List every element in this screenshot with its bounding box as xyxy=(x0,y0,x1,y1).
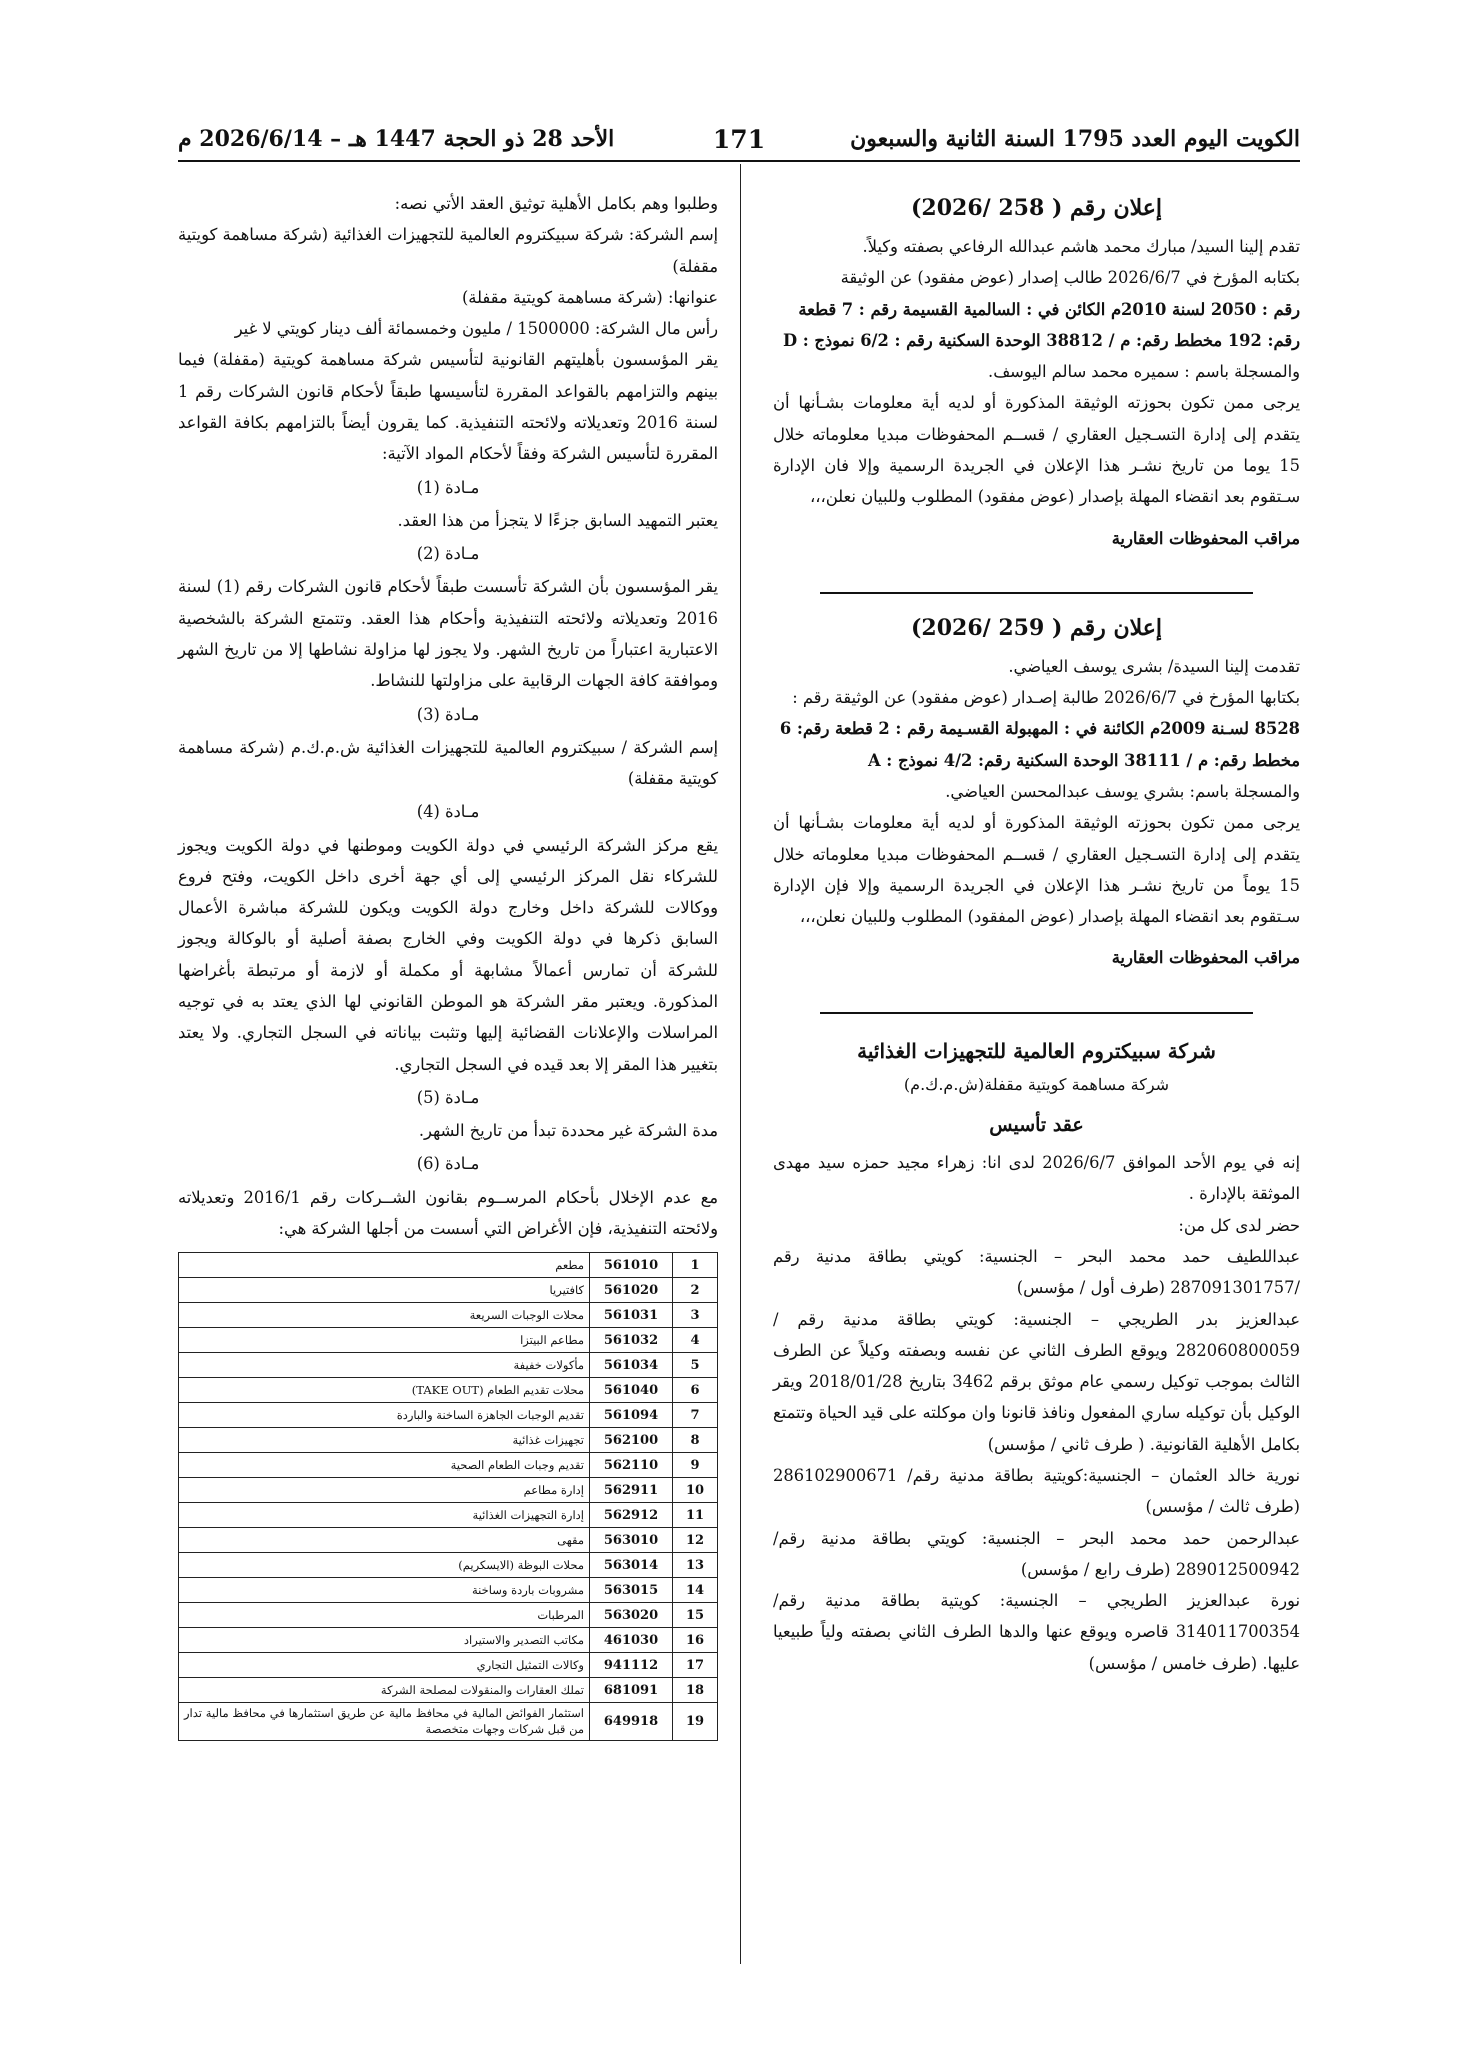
founder-entry: عبدالرحمن حمد محمد البحر – الجنسية: كويتي بطاقة مدنية رقم/ 289012500942 (طرف رابع / مؤسس) xyxy=(773,1528,1300,1579)
company-title: شركة سبيكتروم العالمية للتجهيزات الغذائية xyxy=(857,1038,1216,1063)
contract-text: حضر لدى كل من: xyxy=(1178,1215,1300,1235)
contract-text: يقر المؤسسون بأهليتهم القانونية لتأسيس شركة مساهمة كويتية (مقفلة) فيما بينهم والتزامهم بالقواعد المقررة لتأسيسها طبقاً لأحكام قانون الشركات رقم 1 لسنة 2016 وتعديلاته ولائحته التنفيذية. كما يقرون أيضاً بالتزامهم بكافة القواعد المقررة لتأسيس الشركة وفقاً لأحكام المواد الآتية: xyxy=(178,350,718,464)
announcement-text: رقم : 2050 لسنة 2010م الكائن في : السالمية القسيمة رقم : 7 قطعة xyxy=(798,299,1300,319)
article-text: مدة الشركة غير محددة تبدأ من تاريخ الشهر. xyxy=(418,1121,718,1141)
row-number: 2 xyxy=(673,1278,718,1303)
article-text: إسم الشركة / سبيكتروم العالمية للتجهيزات الغذائية ش.م.ك.م (شركة مساهمة كويتية مقفلة) xyxy=(178,737,718,789)
activity-name: تقديم الوجبات الجاهزة الساخنة والباردة xyxy=(179,1403,590,1428)
activity-code: 561094 xyxy=(590,1403,673,1428)
left-column xyxy=(178,188,718,1741)
article-heading: مـادة (6) xyxy=(416,1154,480,1174)
contract-text: إسم الشركة: شركة سبيكتروم العالمية للتجهيزات الغذائية (شركة مساهمة كويتية مقفلة) xyxy=(178,225,718,276)
row-number: 4 xyxy=(673,1328,718,1353)
activity-name: تجهيزات غذائية xyxy=(179,1428,590,1453)
article-text: يقر المؤسسون بأن الشركة تأسست طبقاً لأحكام قانون الشركات رقم (1) لسنة 2016 وتعديلاته ولائحته التنفيذية وأحكام هذا العقد. وتتمتع الشركة بالشخصية الاعتبارية اعتباراً من تاريخ الشهر. ولا يجوز لها مزاولة نشاطها إلا من تاريخ الشهر وموافقة كافة الجهات الرقابية على مزاولتها للنشاط. xyxy=(178,577,718,691)
row-number: 14 xyxy=(673,1578,718,1603)
article-heading: مـادة (5) xyxy=(416,1087,480,1107)
company-subtitle: شركة مساهمة كويتية مقفلة(ش.م.ك.م) xyxy=(903,1075,1170,1095)
activity-code: 563020 xyxy=(590,1603,673,1628)
activity-name: استثمار الفوائض المالية في محافظ مالية عن طريق استثمارها في محافظ مالية تدار من قبل شركات وجهات متخصصة xyxy=(179,1703,590,1741)
table-row xyxy=(179,1428,718,1453)
document-type: عقد تأسيس xyxy=(989,1113,1084,1136)
table-row xyxy=(179,1503,718,1528)
section-divider xyxy=(820,592,1252,594)
announcement-text: والمسجلة باسم: بشري يوسف عبدالمحسن العياضي. xyxy=(945,781,1300,801)
activity-name: المرطبات xyxy=(179,1603,590,1628)
table-row xyxy=(179,1378,718,1403)
article-heading: مـادة (3) xyxy=(416,704,480,724)
announcement-title: إعلان رقم ( 259 /2026) xyxy=(911,614,1162,641)
article-heading: مـادة (2) xyxy=(416,544,480,564)
row-number: 1 xyxy=(673,1253,718,1278)
activity-code: 562110 xyxy=(590,1453,673,1478)
row-number: 3 xyxy=(673,1303,718,1328)
table-row xyxy=(179,1328,718,1353)
header-issue: الكويت اليوم العدد 1795 السنة الثانية والسبعون xyxy=(850,126,1300,152)
announcement-text: بكتابه المؤرخ في 2026/6/7 طالب إصدار (عوض مفقود) عن الوثيقة xyxy=(840,268,1300,288)
table-row xyxy=(179,1653,718,1678)
announcement-text: والمسجلة باسم : سميره محمد سالم اليوسف. xyxy=(988,362,1300,382)
table-row xyxy=(179,1703,718,1741)
table-row xyxy=(179,1578,718,1603)
table-row xyxy=(179,1303,718,1328)
article-text: يقع مركز الشركة الرئيسي في دولة الكويت وموطنها في دولة الكويت ويجوز للشركاء نقل المركز الرئيسي إلى أي جهة أخرى داخل الكويت، وفتح فروع ووكالات للشركة داخل وخارج دولة الكويت ويكون للشركة مباشرة الأعمال السابق ذكرها في دولة الكويت وفي الخارج بصفة أصلية أو بالوكالة ويجوز للشركة أن تمارس أعمالاً مشابهة أو مكملة أو لازمة أو مرتبطة بأغراضها المذكورة. ويعتبر مقر الشركة هو الموطن القانوني لها الذي يعتد به في توجيه المراسلات والإعلانات القضائية إليها وتثبت بياناته في السجل التجاري. ولا يعتد بتغيير هذا المقر إلا بعد قيده في السجل التجاري. xyxy=(178,835,718,1074)
founder-entry: عبدالعزيز بدر الطريجي – الجنسية: كويتي بطاقة مدنية رقم / 282060800059 ويوقع الطرف الثاني عن نفسه وبصفته وكيلاً عن الطرف الثالث بموجب توكيل رسمي عام موثق برقم 3462 بتاريخ 2018/01/28 ويقر الوكيل بأن توكيله ساري المفعول ونافذ قانونا وان موكلته على قيد الحياة وتتمتع بكامل الأهلية القانونية. ( طرف ثاني / مؤسس) xyxy=(773,1309,1300,1454)
table-row xyxy=(179,1278,718,1303)
announcement-text: رقم: 192 مخطط رقم: م / 38812 الوحدة السكنية رقم : 6/2 نموذج : D xyxy=(782,330,1300,350)
contract-text: رأس مال الشركة: 1500000 / مليون وخمسمائة ألف دينار كويتي لا غير xyxy=(234,319,718,339)
announcement-title: إعلان رقم ( 258 /2026) xyxy=(911,195,1162,221)
activity-name: مكاتب التصدير والاستيراد xyxy=(179,1628,590,1653)
activity-code: 562911 xyxy=(590,1478,673,1503)
table-row xyxy=(179,1353,718,1378)
section-divider xyxy=(820,1012,1252,1014)
table-row xyxy=(179,1603,718,1628)
header-divider xyxy=(178,160,1300,162)
company-contract xyxy=(773,1032,1300,1679)
table-row xyxy=(179,1678,718,1703)
announcement-text: يرجى ممن تكون بحوزته الوثيقة المذكورة أو لديه أية معلومات بشـأنها أن يتقدم إلى إدارة التسـجيل العقاري / قســم المحفوظات مبديا معلوماته خلال 15 يوماً من تاريخ نشـر هذا الإعلان في الجريدة الرسمية وإلا فإن الإدارة سـتقوم بعد انقضاء المهلة بإصدار (عوض المفقود) المطلوب وللبيان نعلن،،، xyxy=(773,813,1300,927)
announcement-text: يرجى ممن تكون بحوزته الوثيقة المذكورة أو لديه أية معلومات بشـأنها أن يتقدم إلى إدارة التسـجيل العقاري / قســم المحفوظات مبديا معلوماته خلال 15 يوما من تاريخ نشـر هذا الإعلان في الجريدة الرسمية وإلا فان الإدارة سـتقوم بعد انقضاء المهلة بإصدار (عوض مفقود) المطلوب وللبيان نعلن،،، xyxy=(773,393,1300,507)
activity-name: كافتيريا xyxy=(179,1278,590,1303)
table-row xyxy=(179,1528,718,1553)
announcement-text: تقدمت إلينا السيدة/ بشرى يوسف العياضي. xyxy=(1008,656,1300,676)
activity-code: 461030 xyxy=(590,1628,673,1653)
activity-code: 941112 xyxy=(590,1653,673,1678)
founder-entry: نورة عبدالعزيز الطريجي – الجنسية: كويتية بطاقة مدنية رقم/ 314011700354 قاصره ويوقع عنها والدها الطرف الثاني بصفته ولياً طبيعيا عليها. (طرف خامس / مؤسس) xyxy=(773,1591,1300,1673)
activity-name: مشروبات باردة وساخنة xyxy=(179,1578,590,1603)
activity-name: تقديم وجبات الطعام الصحية xyxy=(179,1453,590,1478)
announcement-signature: مراقب المحفوظات العقارية xyxy=(1111,528,1300,548)
row-number: 10 xyxy=(673,1478,718,1503)
activity-name: محلات البوظة (الايسكريم) xyxy=(179,1553,590,1578)
activity-name: إدارة التجهيزات الغذائية xyxy=(179,1503,590,1528)
row-number: 16 xyxy=(673,1628,718,1653)
row-number: 19 xyxy=(673,1703,718,1741)
row-number: 6 xyxy=(673,1378,718,1403)
activity-code: 562912 xyxy=(590,1503,673,1528)
activity-name: محلات الوجبات السريعة xyxy=(179,1303,590,1328)
page-number: 171 xyxy=(712,124,766,154)
activity-code: 681091 xyxy=(590,1678,673,1703)
activity-code: 561010 xyxy=(590,1253,673,1278)
row-number: 11 xyxy=(673,1503,718,1528)
contract-text: عنوانها: (شركة مساهمة كويتية مقفلة) xyxy=(461,287,718,307)
column-divider xyxy=(740,164,741,1964)
row-number: 18 xyxy=(673,1678,718,1703)
announcement-text: 8528 لسـنة 2009م الكائنة في : المهبولة القسـيمة رقم : 2 قطعة رقم: 6 xyxy=(779,719,1300,739)
page-header xyxy=(178,118,1300,160)
announcement-259 xyxy=(773,612,1300,974)
activity-code: 563015 xyxy=(590,1578,673,1603)
activity-name: مأكولات خفيفة xyxy=(179,1353,590,1378)
contract-text: إنه في يوم الأحد الموافق 2026/6/7 لدى انا: زهراء مجيد حمزه سيد مهدى الموثقة بالإدارة . xyxy=(773,1153,1300,1204)
table-row xyxy=(179,1628,718,1653)
activity-name: مطاعم البيتزا xyxy=(179,1328,590,1353)
activity-name: مطعم xyxy=(179,1253,590,1278)
table-row xyxy=(179,1553,718,1578)
founder-entry: نورية خالد العثمان – الجنسية:كويتية بطاقة مدنية رقم/ 286102900671 (طرف ثالث / مؤسس) xyxy=(773,1466,1300,1517)
row-number: 7 xyxy=(673,1403,718,1428)
row-number: 8 xyxy=(673,1428,718,1453)
announcement-text: مخطط رقم: م / 38111 الوحدة السكنية رقم: 4/2 نموذج : A xyxy=(867,750,1300,770)
activity-code: 561034 xyxy=(590,1353,673,1378)
article-heading: مـادة (1) xyxy=(416,477,480,497)
activity-name: مقهى xyxy=(179,1528,590,1553)
table-row xyxy=(179,1403,718,1428)
table-row xyxy=(179,1253,718,1278)
activity-code: 561031 xyxy=(590,1303,673,1328)
row-number: 17 xyxy=(673,1653,718,1678)
announcement-258 xyxy=(773,192,1300,554)
announcement-text: بكتابها المؤرخ في 2026/6/7 طالبة إصـدار (عوض مفقود) عن الوثيقة رقم : xyxy=(792,688,1300,708)
activities-table xyxy=(178,1252,718,1741)
announcement-signature: مراقب المحفوظات العقارية xyxy=(1111,948,1300,968)
article-text: يعتبر التمهيد السابق جزءًا لا يتجزأ من هذا العقد. xyxy=(397,510,718,530)
activity-code: 649918 xyxy=(590,1703,673,1741)
founder-entry: عبداللطيف حمد محمد البحر – الجنسية: كويتي بطاقة مدنية رقم /287091301757 (طرف أول / مؤسس) xyxy=(773,1247,1300,1298)
contract-text: وطلبوا وهم بكامل الأهلية توثيق العقد الأتي نصه: xyxy=(394,194,718,213)
row-number: 5 xyxy=(673,1353,718,1378)
header-date: الأحد 28 ذو الحجة 1447 هـ – 2026/6/14 م xyxy=(178,126,615,152)
article-heading: مـادة (4) xyxy=(416,802,480,822)
row-number: 12 xyxy=(673,1528,718,1553)
table-row xyxy=(179,1478,718,1503)
activity-name: تملك العقارات والمنقولات لمصلحة الشركة xyxy=(179,1678,590,1703)
announcement-text: تقدم إلينا السيد/ مبارك محمد هاشم عبدالله الرفاعي بصفته وكيلاً. xyxy=(862,237,1300,256)
activity-code: 561032 xyxy=(590,1328,673,1353)
activity-code: 563010 xyxy=(590,1528,673,1553)
activity-code: 562100 xyxy=(590,1428,673,1453)
activity-name: إدارة مطاعم xyxy=(179,1478,590,1503)
article-text: مع عدم الإخلال بأحكام المرســوم بقانون الشــركات رقم 2016/1 وتعديلاته ولائحته التنفيذية، فإن الأغراض التي أسست من أجلها الشركة هي: xyxy=(178,1187,718,1238)
activity-name: محلات تقديم الطعام (TAKE OUT) xyxy=(179,1378,590,1403)
right-column xyxy=(773,188,1300,1679)
row-number: 9 xyxy=(673,1453,718,1478)
activity-code: 563014 xyxy=(590,1553,673,1578)
activity-name: وكالات التمثيل التجاري xyxy=(179,1653,590,1678)
activity-code: 561020 xyxy=(590,1278,673,1303)
table-row xyxy=(179,1453,718,1478)
row-number: 13 xyxy=(673,1553,718,1578)
row-number: 15 xyxy=(673,1603,718,1628)
activity-code: 561040 xyxy=(590,1378,673,1403)
